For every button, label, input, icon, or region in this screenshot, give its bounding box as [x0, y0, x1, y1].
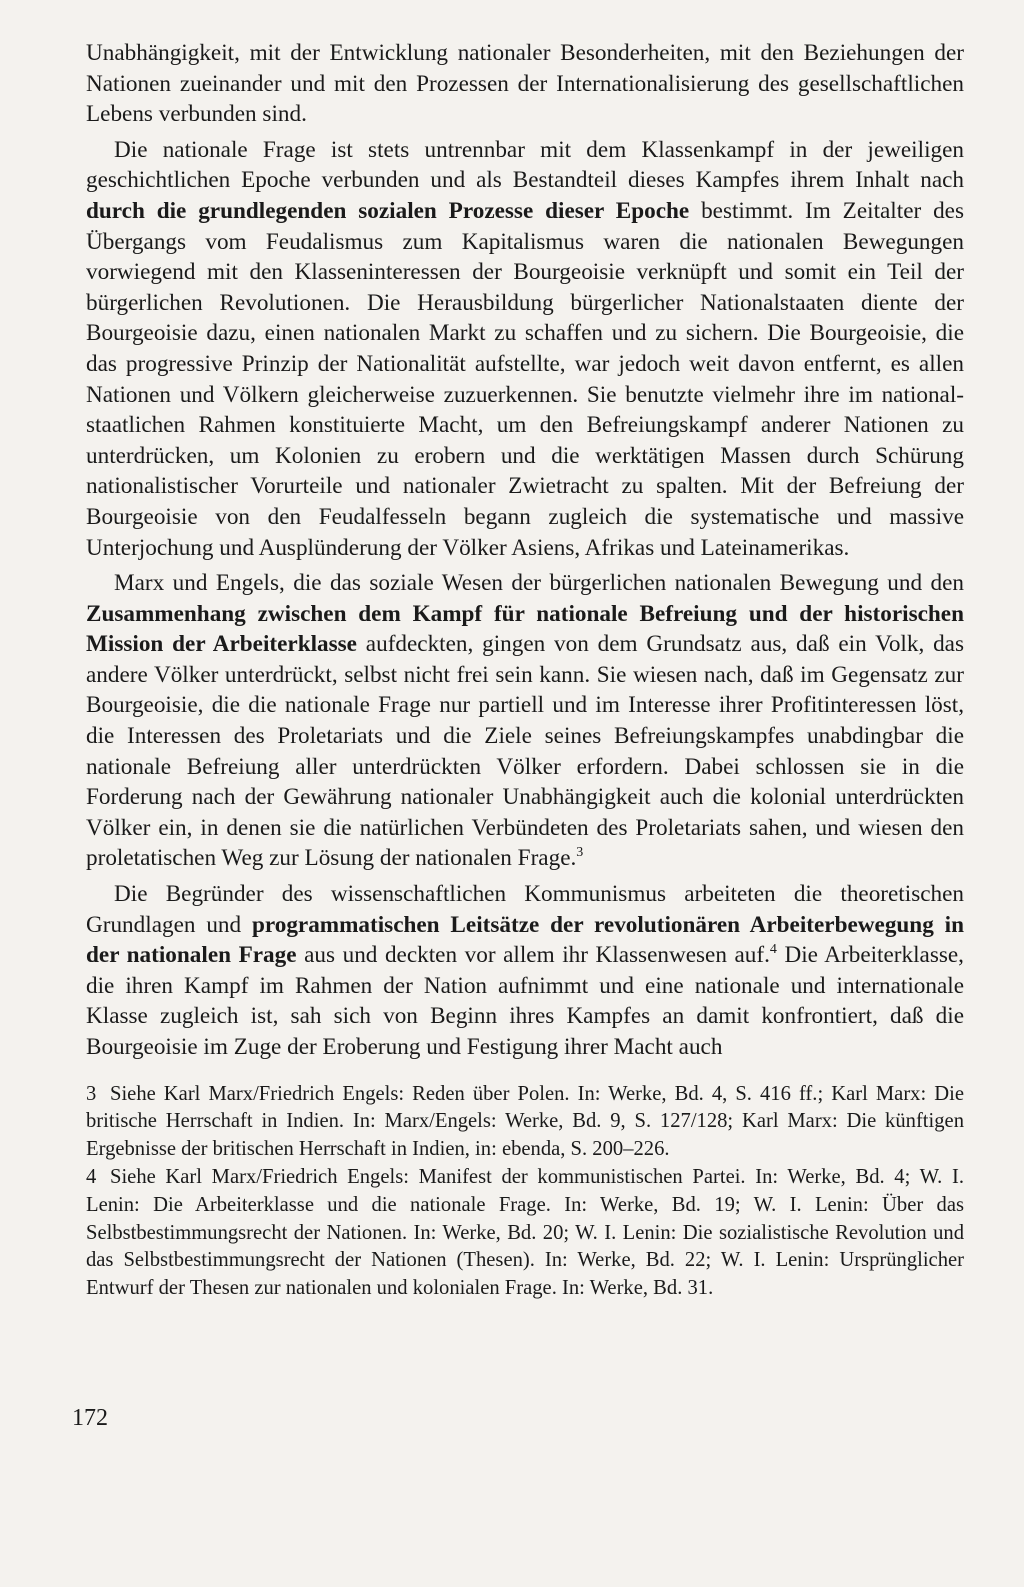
- footnote-text: Siehe Karl Marx/Friedrich Engels: Reden über Polen. In: Werke, Bd. 4, S. 416 ff.; Karl Marx: Die britische Herrschaft in Indien. In: Marx/Engels: Werke, Bd. 9, S. 127/128; Karl Marx: Die künftigen Ergebnisse der britischen Herrschaft in Indien, in: ebenda, S. 200–226.: [86, 1082, 964, 1160]
- main-text: [86, 38, 964, 1063]
- paragraph-3: [86, 568, 964, 874]
- paragraph-1: [86, 38, 964, 130]
- paragraph-text: Die Begründer des wissenschaftlichen Kommunismus arbeiteten die theoretischen Grundlagen und: [86, 881, 964, 938]
- paragraph-text: Marx und Engels, die das soziale Wesen der bürgerlichen nationalen Bewegung und den: [114, 570, 964, 597]
- footnote-text: Siehe Karl Marx/Friedrich Engels: Manifest der kommunistischen Partei. In: Werke, Bd. 4; W. I. Lenin: Die Arbeiterklasse und die nationale Frage. In: Werke, Bd. 19; W. I. Lenin: Über das Selbstbestimmungsrecht der Nationen. In: Werke, Bd. 20; W. I. Lenin: Die sozialistische Revolution und das Selbstbestimmungsrecht der Nationen (Thesen). In: Werke, Bd. 22; W. I. Lenin: Ursprünglicher Entwurf der Thesen zur nationalen und kolonialen Frage. In: Werke, Bd. 31.: [86, 1166, 964, 1299]
- paragraph-text: Die Arbeiterklasse, die ihren Kampf im Rahmen der Nation aufnimmt und eine nationale und internationale Klasse zugleich ist, sah sich von Beginn ihres Kampfes an damit konfrontiert, daß die Bourgeoisie im Zuge der Eroberung und Festigung ihrer Macht auch: [86, 942, 964, 1060]
- page-number: 172: [72, 1405, 108, 1431]
- paragraph-text: Unabhängigkeit, mit der Entwicklung nationaler Besonderheiten, mit den Beziehungen der Nationen zueinander und mit den Prozessen der Internationalisierung des gesellschaftlichen Lebens verbunden sind.: [86, 40, 964, 128]
- footnote-number: 3: [86, 1082, 97, 1105]
- footnote-3: [86, 1081, 964, 1164]
- paragraph-text: aufdeckten, gingen von dem Grundsatz aus, daß ein Volk, das andere Völker unterdrückt, selbst nicht frei sein kann. Sie wiesen nach, daß im Gegensatz zur Bourgeoisie, die die nationale Frage nur partiell und im Interesse ihrer Profitinteressen löst, die Interessen des Proletariats und die Ziele seines Befreiungskampfes unabdingbar die nationale Befreiung aller unterdrückten Völker erfordern. Dabei schlossen sie in die Forderung nach der Gewährung nationaler Unabhängigkeit auch die kolonial unterdrückten Völker ein, in denen sie die natürlichen Verbündeten des Proletariats sahen, und wiesen den proletatischen Weg zur Lösung der nationalen Frage.: [86, 631, 964, 872]
- emphasis-text: programmatischen Leitsätze der revolutionären Arbeiterbewegung in der nationalen Frage: [86, 911, 964, 969]
- paragraph-text: bestimmt. Im Zeitalter des Übergangs vom Feudalismus zum Kapitalismus waren die nationalen Bewegungen vorwiegend mit den Klasseninteressen der Bourgeoisie verknüpft und somit ein Teil der bürgerlichen Revolutionen. Die Herausbildung bürgerlicher Nationalstaaten diente der Bourgeoisie dazu, einen nationalen Markt zu schaffen und zu sichern. Die Bourgeoisie, die das progressive Prinzip der Nationalität aufstellte, war jedoch weit davon entfernt, es allen Nationen und Völkern gleicherweise zuzuerkennen. Sie benutzte vielmehr ihre im national-staatlichen Rahmen konstituierte Macht, um den Befreiungskampf anderer Nationen zu unterdrücken, um Kolonien zu erobern und die werktätigen Massen durch Schürung nationalistischer Vorurteile und nationaler Zwietracht zu spalten. Mit der Befreiung der Bourgeoisie von den Feudalfesseln begann zugleich die systematische und massive Unterjochung und Ausplünderung der Völker Asiens, Afrikas und Lateinamerikas.: [86, 197, 964, 561]
- footnote-reference-3[interactable]: 3: [576, 845, 584, 861]
- footnotes: [86, 1081, 964, 1303]
- footnote-4: [86, 1164, 964, 1302]
- emphasis-text: Zusammenhang zwischen dem Kampf für nationale Befreiung und der historischen Mission der Arbeiterklasse: [86, 600, 964, 658]
- paragraph-4: [86, 879, 964, 1063]
- footnote-number: 4: [86, 1166, 97, 1189]
- paragraph-text: Die nationale Frage ist stets untrennbar mit dem Klassenkampf in der jeweiligen geschichtlichen Epoche verbunden und als Bestandteil dieses Kampfes ihrem Inhalt nach: [86, 136, 964, 194]
- paragraph-2: [86, 135, 964, 563]
- footnote-reference-4[interactable]: 4: [769, 942, 777, 958]
- emphasis-text: durch die grundlegenden sozialen Prozesse dieser Epoche: [86, 197, 690, 224]
- paragraph-text: aus und deckten vor allem ihr Klassenwesen auf.: [296, 942, 770, 969]
